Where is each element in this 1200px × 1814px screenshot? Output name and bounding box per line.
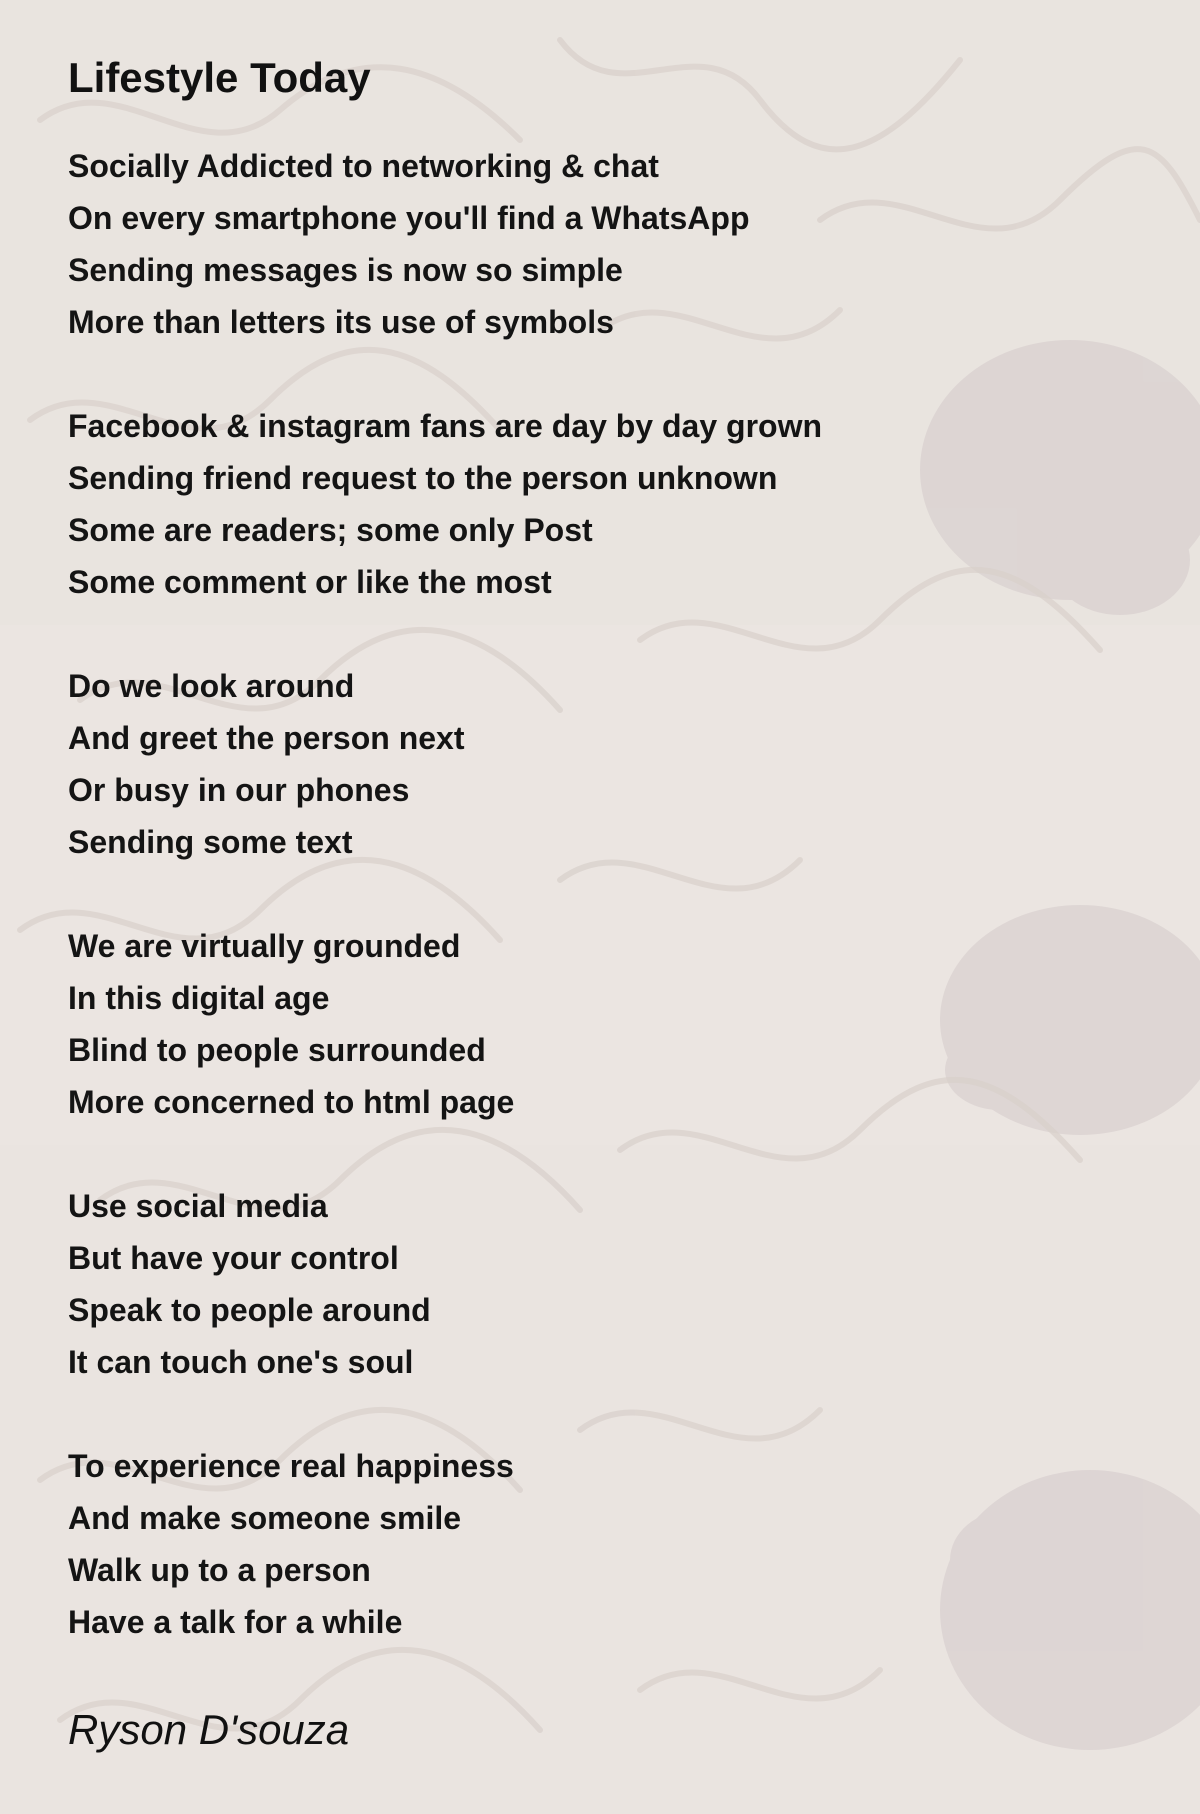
stanza [68,920,1128,1128]
poem-container [68,48,1128,1760]
poem-line: And greet the person next [68,720,465,756]
poem-line: Do we look around [68,668,355,704]
stanza [68,1180,1128,1388]
poem-line: We are virtually grounded [68,928,461,964]
poem-line: More than letters its use of symbols [68,304,614,340]
poem-line: Have a talk for a while [68,1604,403,1640]
poem-line: Socially Addicted to networking & chat [68,148,659,184]
poem-line: In this digital age [68,980,330,1016]
poem-line: To experience real happiness [68,1448,514,1484]
poem-line: And make someone smile [68,1500,462,1536]
stanza [68,400,1128,608]
stanza [68,140,1128,348]
poem-line: Blind to people surrounded [68,1032,486,1068]
poem-author: Ryson D'souza [68,1706,350,1753]
poem-line: Speak to people around [68,1292,431,1328]
stanza [68,660,1128,868]
poem-line: Sending some text [68,824,353,860]
poem-line: Use social media [68,1188,328,1224]
poem-line: Sending friend request to the person unknown [68,460,778,496]
poem-line: Sending messages is now so simple [68,252,623,288]
poem-body [68,140,1128,1648]
poem-line: On every smartphone you'll find a WhatsApp [68,200,750,236]
poem-line: Some comment or like the most [68,564,552,600]
poem-line: More concerned to html page [68,1084,515,1120]
poem-title: Lifestyle Today [68,54,371,101]
poem-line: Some are readers; some only Post [68,512,593,548]
poem-line: Facebook & instagram fans are day by day grown [68,408,822,444]
poem-line: But have your control [68,1240,399,1276]
poem-line: It can touch one's soul [68,1344,414,1380]
stanza [68,1440,1128,1648]
poem-line: Walk up to a person [68,1552,371,1588]
poem-line: Or busy in our phones [68,772,410,808]
